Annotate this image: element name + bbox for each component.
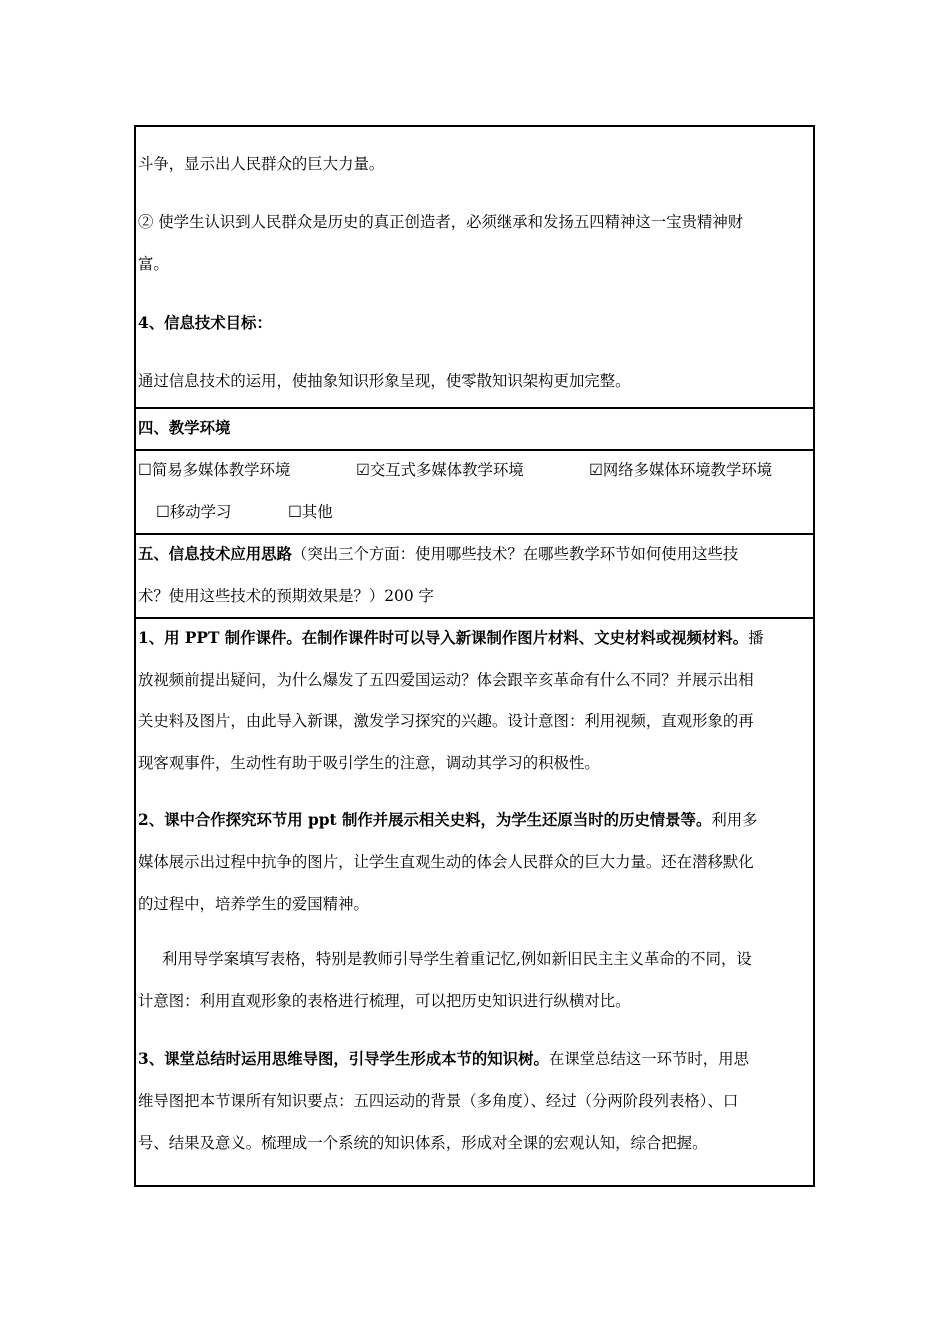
- paragraph-line: 的过程中，培养学生的爱国精神。: [138, 895, 369, 913]
- checkbox-option[interactable]: [589, 460, 772, 480]
- checkbox-unchecked-icon: ☐: [156, 503, 170, 521]
- objectives-row: [136, 127, 813, 409]
- lesson-plan-table: [134, 125, 815, 1187]
- paragraph-line: 号、结果及意义。梳理成一个系统的知识体系，形成对全课的宏观认知，综合把握。: [138, 1134, 708, 1152]
- paragraph-text: 利用多: [711, 811, 758, 829]
- option-label: 简易多媒体教学环境: [151, 461, 291, 479]
- checkbox-option[interactable]: [288, 502, 333, 522]
- paragraph-line: 关史料及图片，由此导入新课，激发学习探究的兴趣。设计意图：利用视频，直观形象的再: [138, 712, 754, 730]
- section-title-bold: 五、信息技术应用思路: [138, 545, 292, 563]
- checkbox-option[interactable]: [156, 502, 231, 522]
- it-approach-body-row: [136, 619, 813, 1185]
- checkbox-option[interactable]: [138, 460, 290, 480]
- checkbox-checked-icon: ☑: [589, 461, 603, 479]
- section-title-note: 术？使用这些技术的预期效果是？）200 字: [138, 587, 434, 605]
- it-approach-title-row: [136, 535, 813, 619]
- paragraph-line: 利用导学案填写表格，特别是教师引导学生着重记忆,例如新旧民主主义革命的不同，设: [162, 950, 752, 968]
- paragraph-line: 放视频前提出疑问，为什么爆发了五四爱国运动？体会跟辛亥革命有什么不同？并展示出相: [138, 671, 754, 689]
- section-title: [138, 544, 738, 564]
- section-title-note: （突出三个方面：使用哪些技术？在哪些教学环节如何使用这些技: [291, 545, 739, 563]
- environment-title-row: [136, 409, 813, 451]
- text-line: 斗争，显示出人民群众的巨大力量。: [138, 155, 385, 173]
- section-title: 四、教学环境: [138, 419, 231, 437]
- checkbox-option[interactable]: [356, 460, 524, 480]
- paragraph-line: [138, 1049, 749, 1069]
- paragraph-line: [138, 810, 758, 830]
- paragraph-line: 媒体展示出过程中抗争的图片，让学生直观生动的体会人民群众的巨大力量。还在潜移默化: [138, 853, 754, 871]
- paragraph-lead: 1、用 PPT 制作课件。在制作课件时可以导入新课制作图片材料、文史材料或视频材料。: [138, 629, 749, 647]
- text-line: ② 使学生认识到人民群众是历史的真正创造者，必须继承和发扬五四精神这一宝贵精神财: [138, 213, 744, 231]
- paragraph-lead: 2、课中合作探究环节用 ppt 制作并展示相关史料，为学生还原当时的历史情景等。: [138, 811, 712, 829]
- option-label: 移动学习: [169, 503, 232, 521]
- paragraph-text: 播: [748, 629, 764, 647]
- paragraph-line: 现客观事件，生动性有助于吸引学生的注意，调动其学习的积极性。: [138, 754, 600, 772]
- checkbox-unchecked-icon: ☐: [138, 461, 152, 479]
- it-objective-heading: 4、信息技术目标：: [138, 314, 272, 332]
- checkbox-unchecked-icon: ☐: [288, 503, 302, 521]
- option-label: 其他: [301, 503, 333, 521]
- option-label: 交互式多媒体教学环境: [369, 461, 524, 479]
- environment-options-row: [136, 451, 813, 535]
- paragraph-line: [138, 628, 764, 648]
- option-label: 网络多媒体环境教学环境: [602, 461, 773, 479]
- paragraph-text: 在课堂总结这一环节时，用思: [548, 1050, 749, 1068]
- text-line: 通过信息技术的运用，使抽象知识形象呈现，使零散知识架构更加完整。: [138, 372, 631, 390]
- paragraph-line: 计意图：利用直观形象的表格进行梳理，可以把历史知识进行纵横对比。: [138, 992, 631, 1010]
- checkbox-checked-icon: ☑: [356, 461, 370, 479]
- text-line: 富。: [138, 255, 169, 273]
- paragraph-line: 维导图把本节课所有知识要点：五四运动的背景（多角度）、经过（分两阶段列表格）、口: [138, 1092, 739, 1110]
- paragraph-lead: 3、课堂总结时运用思维导图，引导学生形成本节的知识树。: [138, 1050, 549, 1068]
